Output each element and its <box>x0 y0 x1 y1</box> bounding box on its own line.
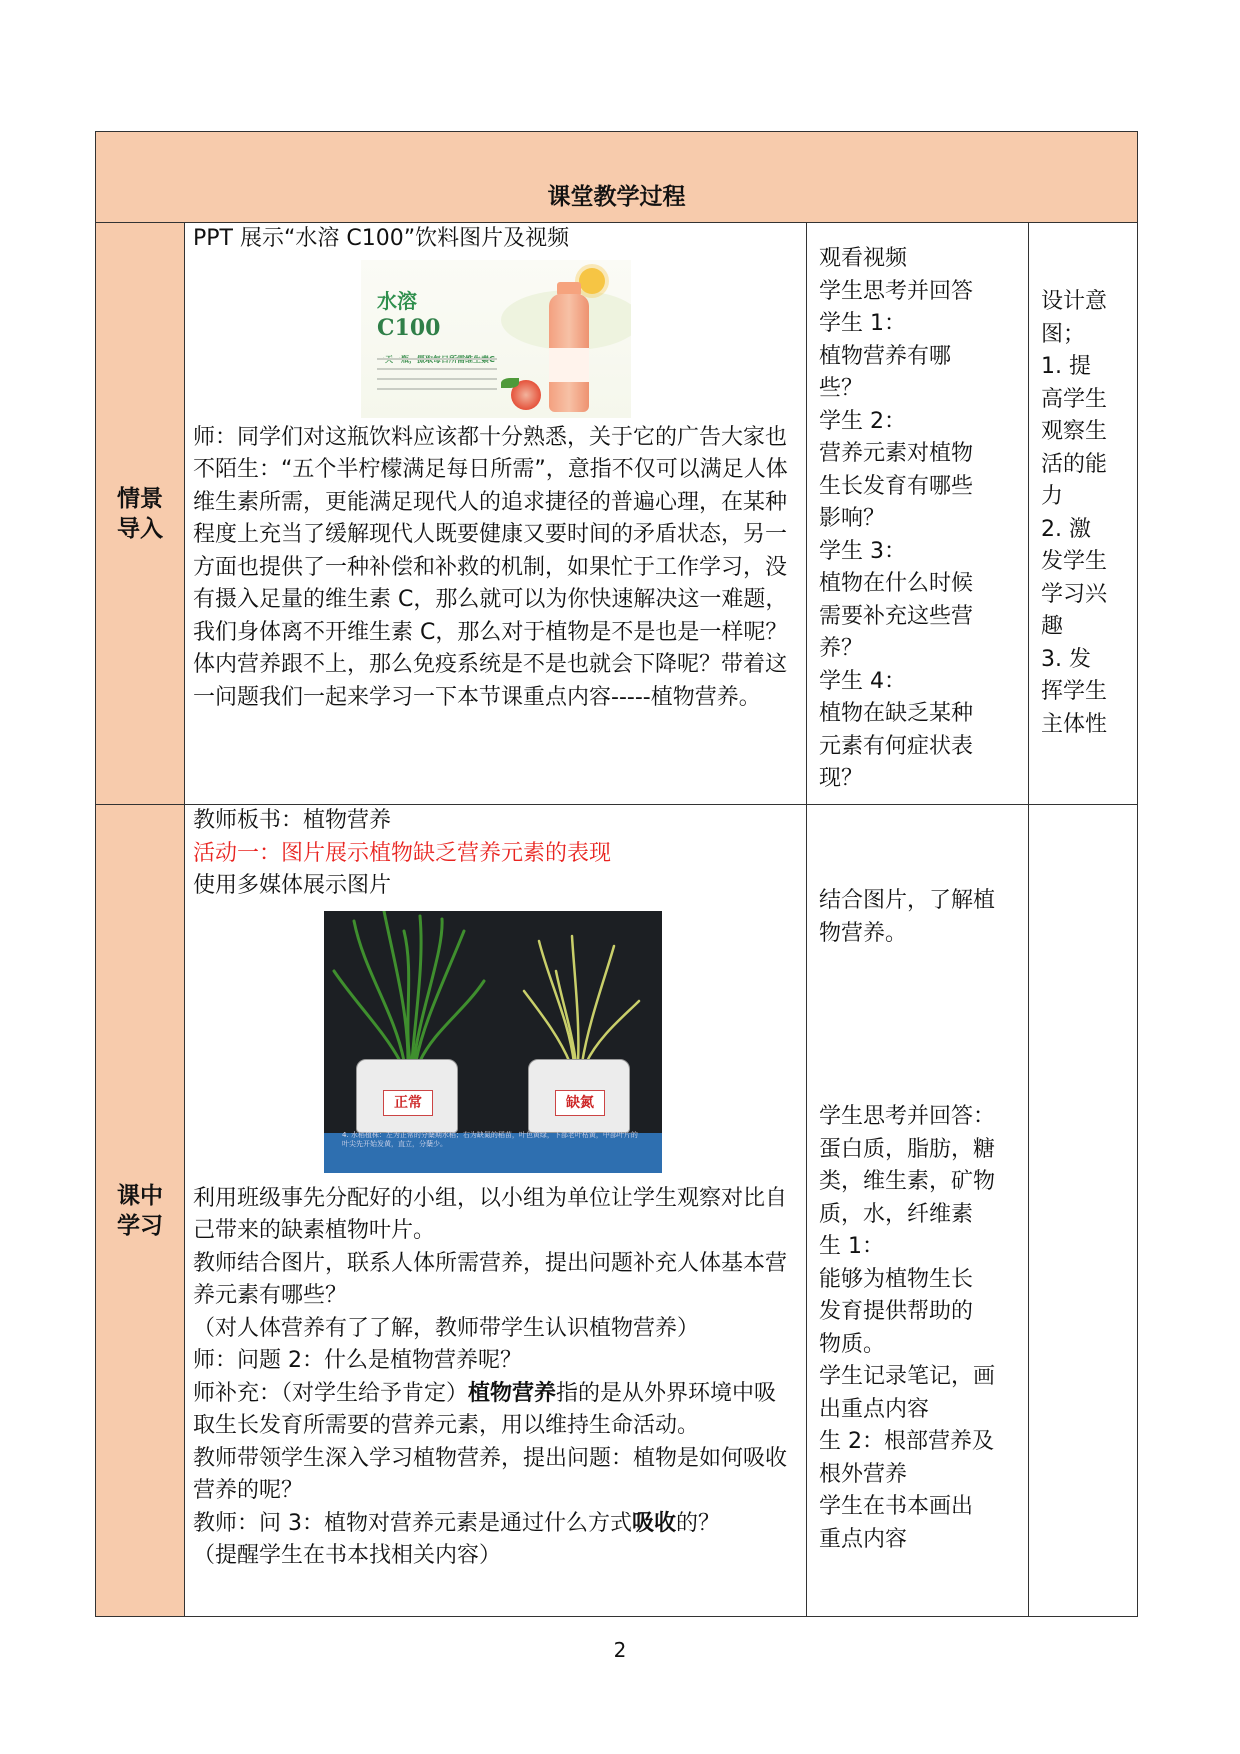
student-line: 重点内容 <box>819 1526 908 1552</box>
student-line: 质，水，纤维素 <box>819 1201 974 1227</box>
purpose-line: 学习兴 <box>1041 581 1108 607</box>
brand-name: 水溶 <box>377 288 417 313</box>
student-line: 类，维生素，矿物 <box>819 1169 996 1194</box>
pot-nitrogen-deficient <box>528 1059 630 1133</box>
design-purpose-cell <box>1029 223 1138 805</box>
purpose-line: 挥学生 <box>1041 679 1108 704</box>
student-line: 生 2：根部营养及 <box>819 1429 994 1454</box>
student-line: 元素有何症状表 <box>819 733 974 759</box>
purpose-line: 活的能 <box>1041 451 1108 477</box>
product-spec-lines <box>377 358 497 398</box>
question-three-prefix: 教师：问 3：植物对营养元素是通过什么方式 <box>193 1510 632 1536</box>
student-line: 植物在缺乏某种 <box>819 701 974 726</box>
activity-one-heading: 活动一：图片展示植物缺乏营养元素的表现 <box>193 840 612 866</box>
student-line: 学生在书本画出 <box>819 1494 974 1519</box>
student-line: 些？ <box>819 376 864 401</box>
row-label-line: 导入 <box>117 515 163 542</box>
student-line: 学生 2： <box>819 408 906 434</box>
student-line: 植物营养有哪 <box>819 343 952 369</box>
student-line: 生 1： <box>819 1234 884 1259</box>
purpose-line: 设计意 <box>1041 289 1108 314</box>
intro-paragraph: 师：同学们对这瓶饮料应该都十分熟悉，关于它的广告大家也不陌生：“五个半柠檬满足每日所需”，意指不仅可以满足人体维生素所需，更能满足现代人的追求捷径的普遍心理，在某种程度上充当了缓解现代人既要健康又要时间的矛盾状态，另一方面也提供了一种补偿和补救的机制，如果忙于工作学习，没有摄入足量的维生素 C，那么就可以为你快速解决这一难题，我们身体离不开维生素 C，那么对于植物是不是也是一样呢？体内营养跟不上，那么免疫系统是不是也就会下降呢？带着这一问题我们一起来学习一下本节课重点内容-----植物营养。 <box>193 424 788 710</box>
definition-prefix: 师补充：（对学生给予肯定） <box>193 1380 469 1406</box>
student-line: 营养元素对植物 <box>819 441 974 466</box>
student-line: 发育提供帮助的 <box>819 1299 974 1324</box>
purpose-line: 3. 发 <box>1041 646 1091 672</box>
page-number: 2 <box>613 1638 627 1662</box>
student-line: 物质。 <box>819 1331 886 1357</box>
learning-student-cell <box>807 805 1029 1617</box>
definition-body: 指的是从外界环境中吸取生长发育所需要的营养元素，用以维持生命活动。 <box>193 1380 777 1438</box>
learning-teacher-cell <box>185 805 807 1617</box>
pot-normal <box>356 1059 458 1133</box>
multimedia-note: 使用多媒体展示图片 <box>193 873 392 898</box>
purpose-line: 2. 激 <box>1041 516 1091 542</box>
student-line: 学生思考并回答： <box>819 1104 996 1129</box>
row-label-learning <box>96 805 185 1617</box>
image-caption: 4. 水稻植株：左为正常的分蘖期水稻；右为缺氮的稻苗，叶色黄绿，下部老叶枯黄，中部叶片的叶尖先开始发黄，直立，分蘖少。 <box>342 1130 638 1148</box>
learning-purpose-cell <box>1029 805 1138 1617</box>
student-line: 结合图片，了解植 <box>819 888 996 913</box>
sun-icon <box>579 268 605 294</box>
student-line: 学生 4： <box>819 668 906 694</box>
student-line: 学生 1： <box>819 311 906 336</box>
table-header <box>96 132 1138 223</box>
row-label-intro <box>96 223 185 805</box>
student-line: 蛋白质，脂肪，糖 <box>819 1136 996 1162</box>
student-line: 影响？ <box>819 506 886 531</box>
student-line: 观看视频 <box>819 246 908 271</box>
intro-student-cell <box>807 223 1029 805</box>
student-line: 学生思考并回答 <box>819 278 974 304</box>
brand-product: C100 <box>377 314 441 341</box>
student-line: 需要补充这些营 <box>819 603 974 629</box>
bottle-label <box>549 348 589 382</box>
pot-label-normal: 正常 <box>383 1090 433 1116</box>
row-label-line: 学习 <box>117 1212 163 1239</box>
reminder-text: （提醒学生在书本找相关内容） <box>193 1543 502 1568</box>
student-line: 现？ <box>819 766 864 791</box>
intro-text: PPT 展示“水溶 C100”饮料图片及视频 <box>193 226 570 251</box>
student-line: 植物在什么时候 <box>819 571 974 596</box>
purpose-line: 观察生 <box>1041 419 1108 444</box>
group-observation-text: 利用班级事先分配好的小组，以小组为单位让学生观察对比自己带来的缺素植物叶片。 <box>193 1185 788 1243</box>
purpose-line: 趣 <box>1041 614 1064 639</box>
pot-label-deficient: 缺氮 <box>555 1090 605 1116</box>
purpose-line: 高学生 <box>1041 386 1108 412</box>
question-three-text <box>193 1508 798 1541</box>
transition-text: （对人体营养有了了解，教师带学生认识植物营养） <box>193 1315 700 1341</box>
purpose-line: 1. 提 <box>1041 354 1091 379</box>
lesson-table <box>95 131 1138 1617</box>
definition-text <box>193 1378 798 1443</box>
intro-teacher-cell <box>185 223 807 805</box>
question-one-text: 教师结合图片，联系人体所需营养，提出问题补充人体基本营养元素有哪些？ <box>193 1250 788 1308</box>
leaf-icon <box>501 378 519 388</box>
purpose-line: 力 <box>1041 484 1064 509</box>
row-label-line: 课中 <box>117 1182 163 1209</box>
purpose-line: 主体性 <box>1041 711 1108 737</box>
row-label-line: 情景 <box>117 485 163 512</box>
question-three-suffix: 的？ <box>676 1510 721 1536</box>
student-line: 学生记录笔记，画 <box>819 1364 996 1389</box>
student-line: 出重点内容 <box>819 1396 930 1422</box>
student-line: 生长发育有哪些 <box>819 473 974 499</box>
definition-term: 植物营养 <box>468 1380 557 1406</box>
board-writing: 教师板书：植物营养 <box>193 808 392 833</box>
absorption-intro-text: 教师带领学生深入学习植物营养，提出问题：植物是如何吸收营养的呢？ <box>193 1445 788 1503</box>
question-two-text: 师：问题 2：什么是植物营养呢？ <box>193 1348 522 1373</box>
purpose-line: 图； <box>1041 321 1086 347</box>
student-line: 物营养。 <box>819 920 908 946</box>
student-line: 能够为植物生长 <box>819 1266 974 1292</box>
student-line: 根外营养 <box>819 1461 908 1487</box>
student-line: 学生 3： <box>819 538 906 564</box>
drink-advert-image <box>361 260 631 418</box>
purpose-line: 发学生 <box>1041 549 1108 574</box>
student-line: 养？ <box>819 636 864 661</box>
rice-nitrogen-image <box>324 911 662 1173</box>
question-three-term: 吸收 <box>632 1510 677 1536</box>
table-title: 课堂教学过程 <box>547 183 686 210</box>
